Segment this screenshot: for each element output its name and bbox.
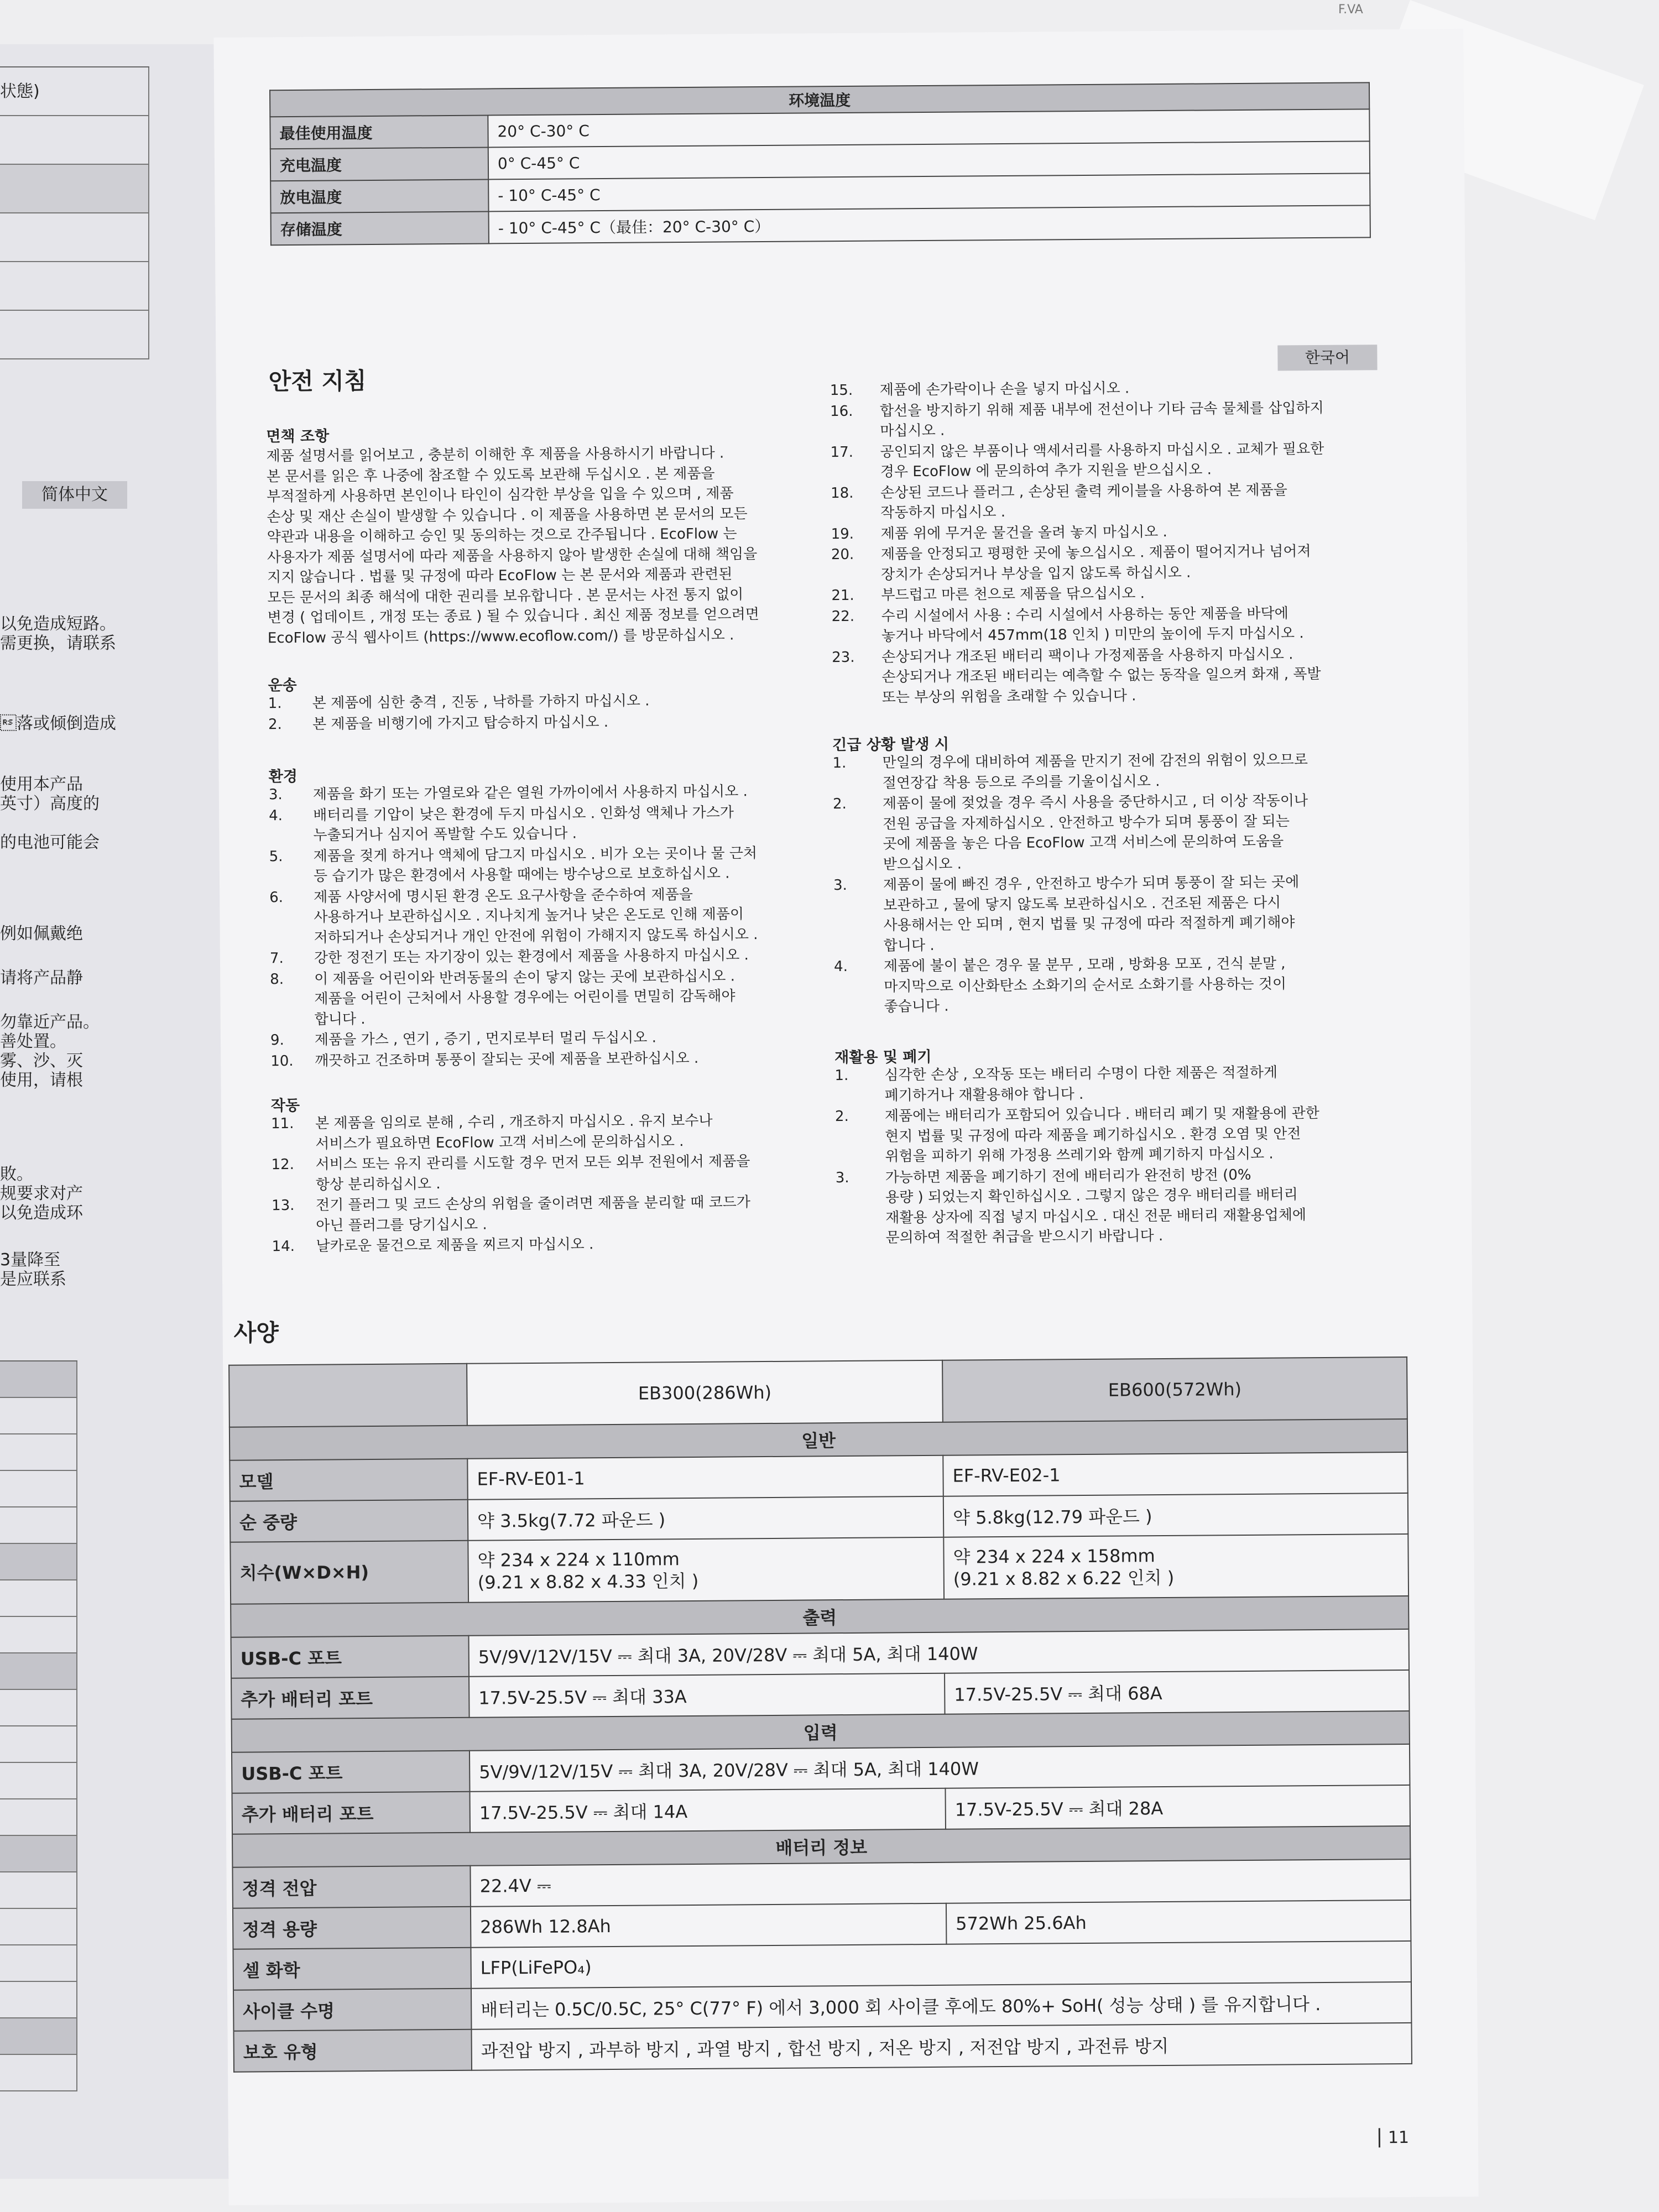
spec-label: USB-C 포트: [231, 1636, 469, 1678]
left-table-row: [0, 311, 149, 359]
list-item-line: 강한 정전기 또는 자기장이 있는 환경에서 제품을 사용하지 마십시오 .: [314, 947, 749, 967]
list-item-line: 현지 법률 및 규정에 따라 제품을 폐기하십시오 . 환경 오염 및 안전: [885, 1125, 1301, 1145]
left-table-row: [0, 2018, 77, 2055]
env-label: 放电温度: [270, 179, 488, 213]
list-item-number: 4.: [269, 807, 283, 824]
left-table-row: [0, 165, 149, 213]
spec-value-eb600: [943, 1534, 1408, 1599]
list-item-line: 제품이 물에 빠진 경우 , 안전하고 방수가 되며 통풍이 잘 되는 곳에: [883, 874, 1300, 894]
list-item-text: [884, 953, 1286, 1017]
list-item-line: 장치가 손상되거나 부상을 입지 않도록 하십시오 .: [881, 564, 1191, 583]
left-table-row: [0, 1653, 77, 1690]
list-item-number: 1.: [268, 695, 282, 712]
list-item-number: 2.: [834, 1108, 849, 1125]
disclaimer-text: [267, 443, 760, 648]
list-item-number: 13.: [271, 1197, 295, 1214]
spec-value-shared: 과전압 방지 , 과부하 방지 , 과열 방지 , 합선 방지 , 저온 방지 , 저전압 방지 , 과전류 방지: [472, 2023, 1412, 2070]
list-item-line: 손상되거나 개조된 배터리 팩이나 가정제품을 사용하지 마십시오 .: [881, 645, 1293, 666]
spec-value-eb600: EF-RV-E02-1: [943, 1452, 1407, 1496]
spec-value-eb300: 17.5V-25.5V ⎓ 최대 14A: [469, 1788, 945, 1833]
spec-label: 순 중량: [230, 1500, 468, 1542]
list-item-number: 4.: [833, 958, 848, 975]
list-item-number: 15.: [830, 382, 853, 399]
spec-label: USB-C 포트: [232, 1751, 470, 1793]
dimension-mm: 약 234 x 224 x 158mm: [953, 1545, 1155, 1568]
list-item-number: 2.: [268, 716, 282, 733]
dimension-inch: (9.21 x 8.82 x 6.22 인치 ): [953, 1567, 1175, 1590]
background-paper-text: F.VA: [1338, 3, 1363, 17]
spec-label: 치수(W×D×H): [230, 1541, 468, 1604]
left-table-row: [0, 1544, 77, 1580]
list-item-line: 보관하고 , 물에 닿지 않도록 보관하십시오 . 건조된 제품은 다시: [883, 894, 1281, 914]
env-value: - 10° C-45° C: [488, 173, 1370, 211]
disclaimer-line: 약관과 내용을 이해하고 승인 및 동의하는 것으로 간주됩니다 . EcoFlow 는: [267, 525, 737, 546]
list-item-number: 22.: [831, 608, 855, 625]
list-item-text: [881, 644, 1321, 707]
disclaimer-line: 사용자가 제품 설명서에 따라 제품을 사용하지 않아 발생한 손실에 대해 책임을: [267, 545, 758, 566]
list-item-line: 누출되거나 심지어 폭발할 수도 있습니다 .: [313, 825, 577, 844]
list-item-text: [883, 791, 1308, 874]
left-table-row: [0, 1945, 77, 1982]
list-item-line: 경우 EcoFlow 에 문의하여 추가 지원을 받으십시오 .: [880, 461, 1212, 481]
list-item-text: [884, 1063, 1277, 1106]
spec-value-eb300: 17.5V-25.5V ⎓ 최대 33A: [469, 1673, 945, 1718]
environment-list: [268, 781, 800, 1070]
list-item-number: 3.: [833, 877, 847, 894]
list-item-text: [880, 398, 1324, 441]
list-item-line: 항상 분리하십시오 .: [315, 1175, 441, 1193]
group-input: 입력: [232, 1711, 1410, 1752]
list-item: [268, 690, 799, 712]
left-page-fragment: 规要求对产: [0, 1184, 83, 1203]
env-value: 20° C-30° C: [488, 109, 1369, 147]
manual-page: [213, 29, 1478, 2205]
left-table-row: [0, 1982, 77, 2018]
list-item-number: 1.: [832, 754, 847, 772]
left-page: [0, 44, 232, 2179]
env-value: 0° C-45° C: [488, 141, 1370, 179]
group-general: 일반: [229, 1419, 1407, 1460]
disclaimer-heading: 면책 조항: [266, 427, 330, 446]
list-item-number: 21.: [831, 587, 854, 604]
left-page-table: [0, 66, 149, 359]
list-item-line: 제품 위에 무거운 물건을 올려 놓지 마십시오 .: [880, 523, 1167, 542]
list-item-line: 등 습기가 많은 환경에서 사용할 때에는 방수낭으로 보호하십시오 .: [313, 865, 730, 885]
left-page-fragment: 善处置。: [0, 1032, 66, 1051]
list-item-line: 마지막으로 이산화탄소 소화기의 순서로 소화기를 사용하는 것이: [884, 975, 1287, 995]
list-item-text: [881, 603, 1304, 646]
operation-list: [270, 1110, 802, 1255]
left-table-text: 状態): [0, 82, 40, 101]
spec-value-eb300: 약 3.5kg(7.72 파운드 ): [468, 1496, 943, 1541]
list-item-number: 7.: [269, 950, 284, 967]
spec-label: 사이클 수명: [233, 1989, 472, 2031]
emergency-heading: 긴급 상황 발생 시: [832, 735, 950, 754]
list-item-line: 본 제품을 임의로 분해 , 수리 , 개조하지 마십시오 . 유지 보수나: [315, 1112, 713, 1132]
list-item-text: [883, 872, 1300, 956]
model-header-eb600: EB600(572Wh): [942, 1357, 1407, 1422]
left-page-fragment: 使用本产品: [0, 775, 83, 794]
list-item-number: 6.: [269, 889, 284, 906]
left-page-fragment: 以免造成环: [0, 1203, 83, 1223]
list-item-number: 3.: [268, 786, 283, 804]
list-item-number: 9.: [270, 1032, 284, 1049]
left-page-fragment: 请将产品静: [0, 968, 83, 988]
list-item-line: 제품이 물에 젖었을 경우 즉시 사용을 중단하시고 , 더 이상 작동이나: [882, 792, 1308, 812]
list-item-number: 5.: [269, 848, 283, 865]
list-item-line: 깨끗하고 건조하며 통풍이 잘되는 곳에 제품을 보관하십시오 .: [315, 1050, 699, 1070]
list-item-line: 합니다 .: [314, 1010, 366, 1028]
list-item-line: 사용하거나 보관하십시오 . 지나치게 높거나 낮은 온도로 인해 제품이: [314, 906, 744, 926]
environment-heading: 환경: [268, 768, 298, 786]
left-table-row: [0, 1434, 77, 1471]
list-item-text: [880, 439, 1324, 482]
list-item-line: 제품을 가스 , 연기 , 증기 , 먼지로부터 멀리 두십시오 .: [314, 1029, 657, 1048]
left-table-row: [0, 1799, 77, 1836]
spec-value-eb300: EF-RV-E01-1: [467, 1455, 943, 1500]
disclaimer-line: 부적절하게 사용하면 본인이나 타인이 심각한 부상을 입을 수 있으며 , 제품: [267, 485, 734, 505]
list-item-number: 12.: [271, 1156, 295, 1173]
list-item-text: [314, 945, 749, 968]
list-item-line: 용량 ) 되었는지 확인하십시오 . 그렇지 않은 경우 배터리를 배터리: [885, 1186, 1298, 1206]
left-table-row: [0, 67, 149, 116]
list-item-line: 전원 공급을 자제하십시오 . 안전하고 방수가 되며 통풍이 잘 되는: [883, 812, 1290, 833]
list-item-line: 폐기하거나 재활용해야 합니다 .: [884, 1086, 1084, 1104]
list-item-text: [881, 541, 1311, 585]
list-item-text: [314, 843, 758, 887]
list-item-line: 마십시오 .: [880, 422, 945, 440]
left-table-row: [0, 1361, 77, 1398]
list-item-line: 제품을 젖게 하거나 액체에 담그지 마십시오 . 비가 오는 곳이나 물 근처: [313, 844, 758, 865]
specs-title: 사양: [233, 1319, 279, 1347]
list-item-line: 문의하여 적절한 취급을 받으시기 바랍니다 .: [885, 1228, 1164, 1246]
list-item-line: 제품을 화기 또는 가열로와 같은 열원 가까이에서 사용하지 마십시오 .: [312, 783, 748, 803]
list-item-text: [312, 712, 608, 734]
list-item-text: [314, 884, 758, 948]
disclaimer-line: 제품 설명서를 읽어보고 , 충분히 이해한 후 제품을 사용하시기 바랍니다 .: [266, 445, 724, 465]
env-label: 充电温度: [270, 147, 488, 181]
list-item-line: 재활용 상자에 직접 넣지 마십시오 . 대신 전문 배터리 재활용업체에: [885, 1206, 1307, 1227]
page-number: 11: [1379, 2128, 1409, 2147]
dimension-inch: (9.21 x 8.82 x 4.33 인치 ): [477, 1570, 699, 1593]
list-item-text: [885, 1103, 1320, 1167]
list-item-line: 받으십시오 .: [883, 855, 962, 873]
list-item-line: 본 제품에 심한 충격 , 진동 , 낙하를 가하지 마십시오 .: [312, 692, 650, 712]
list-item-text: [315, 1048, 698, 1071]
list-item-line: 제품에 손가락이나 손을 넣지 마십시오 .: [879, 380, 1130, 399]
specifications-table: [228, 1357, 1412, 2073]
left-table-row: [0, 1836, 77, 1872]
list-item-line: 아닌 플러그를 당기십시오 .: [316, 1216, 487, 1234]
recycling-heading: 재활용 및 폐기: [834, 1048, 932, 1067]
left-page-fragment: 敗。: [0, 1165, 33, 1184]
spec-corner-cell: [229, 1364, 467, 1427]
list-item-text: [312, 691, 650, 713]
list-item-line: 이 제품을 어린이와 반려동물의 손이 닿지 않는 곳에 보관하십시오 .: [314, 967, 735, 988]
spec-value-eb300: [468, 1537, 944, 1603]
list-item-number: 11.: [270, 1115, 294, 1133]
group-battery: 배터리 정보: [232, 1826, 1410, 1867]
safety-title: 안전 지침: [268, 367, 367, 395]
language-badge-chinese: 简体中文: [22, 481, 127, 509]
env-table-header: 环境温度: [270, 82, 1369, 117]
spec-label: 보호 유형: [234, 2030, 472, 2072]
left-page-fragment: 勿靠近产品。: [0, 1013, 100, 1032]
spec-label: 셀 화학: [233, 1948, 471, 1990]
disclaimer-line: 모든 문서의 최종 해석에 대한 권리를 보유합니다 . 본 문서는 사전 통지 없이: [267, 586, 744, 606]
list-item-line: 서비스가 필요하면 EcoFlow 고객 서비스에 문의하십시오 .: [315, 1133, 684, 1152]
left-page-fragment: 3量降至: [0, 1250, 61, 1270]
env-label: 最佳使用温度: [270, 115, 488, 149]
list-item: [268, 781, 800, 804]
list-item-line: 제품을 어린이 근처에서 사용할 경우에는 어린이를 면밀히 감독해야: [314, 988, 735, 1008]
disclaimer-line: 손상 및 재산 손실이 발생할 수 있습니다 . 이 제품을 사용하면 본 문서의 모든: [267, 505, 748, 525]
spec-label: 정격 용량: [233, 1907, 471, 1949]
env-value: - 10° C-45° C（最佳：20° C-30° C）: [489, 205, 1370, 243]
list-item-line: 심각한 손상 , 오작동 또는 배터리 수명이 다한 제품은 적절하게: [884, 1064, 1278, 1084]
spec-value-shared: 배터리는 0.5C/0.5C, 25° C(77° F) 에서 3,000 회 사이클 후에도 80%+ SoH( 성능 상태 ) 를 유지합니다 .: [471, 1982, 1411, 2030]
list-item-line: 제품에는 배터리가 포함되어 있습니다 . 배터리 폐기 및 재활용에 관한: [884, 1105, 1319, 1125]
list-item-number: 18.: [831, 484, 854, 502]
list-item-number: 1.: [834, 1067, 849, 1084]
list-item-line: 합선을 방지하기 위해 제품 내부에 전선이나 기타 금속 물체를 삽입하지: [879, 399, 1324, 420]
group-output: 출력: [231, 1596, 1408, 1637]
environment-temperature-table: [269, 82, 1371, 246]
left-page-fragment: 雾、沙、灭: [0, 1051, 83, 1071]
list-item-line: 제품에 불이 붙은 경우 물 분무 , 모래 , 방화용 모포 , 건식 분말 ,: [883, 955, 1286, 975]
list-item-text: [881, 521, 1167, 544]
left-page-fragment: 落或倾倒造成: [0, 714, 116, 733]
left-table-row: [0, 1690, 77, 1726]
spec-value-shared: 22.4V ⎓: [470, 1859, 1410, 1907]
list-item-line: 놓거나 바닥에서 457mm(18 인치 ) 미만의 높이에 두지 마십시오 .: [881, 625, 1304, 645]
model-header-eb300: EB300(286Wh): [467, 1360, 943, 1426]
list-item-number: 16.: [830, 403, 853, 420]
left-table-row: [0, 1872, 77, 1909]
spec-label: 정격 전압: [232, 1866, 471, 1908]
left-table-row: [0, 1617, 77, 1653]
left-table-row: [0, 1909, 77, 1945]
list-item: [830, 377, 1383, 399]
list-item-line: 날카로운 물건으로 제품을 찌르지 마십시오 .: [316, 1236, 594, 1255]
left-table-row: [0, 116, 149, 165]
list-item-number: 14.: [272, 1238, 295, 1255]
dimension-mm: 약 234 x 224 x 110mm: [477, 1548, 680, 1571]
left-table-row: [0, 1398, 77, 1434]
table-row: [230, 1534, 1408, 1604]
list-item-line: 좋습니다 .: [884, 998, 949, 1015]
left-table-row: [0, 1507, 77, 1544]
list-item-text: [313, 802, 734, 846]
table-row: [234, 2023, 1412, 2072]
list-item-number: 10.: [270, 1052, 294, 1070]
list-item-line: 수리 시설에서 사용 : 수리 시설에서 사용하는 동안 제품을 바닥에: [881, 604, 1288, 625]
left-table-row: [0, 262, 149, 311]
list-item-line: 배터리를 기압이 낮은 환경에 두지 마십시오 . 인화성 액체나 가스가: [313, 804, 734, 824]
disclaimer-line: 본 문서를 읽은 후 나중에 참조할 수 있도록 보관해 두십시오 . 본 제품을: [266, 465, 715, 485]
spec-value-shared: LFP(LiFePO₄): [471, 1941, 1411, 1989]
spec-label: 추가 배터리 포트: [232, 1792, 471, 1834]
safety-list-continued: [830, 377, 1383, 706]
list-item-text: [880, 378, 1130, 400]
table-row: [229, 1357, 1407, 1427]
list-item-number: 17.: [830, 444, 854, 461]
list-item-text: [315, 1027, 656, 1050]
left-page-fragment: 的电池可能会: [0, 833, 100, 852]
spec-value-eb600: 572Wh 25.6Ah: [946, 1900, 1411, 1944]
list-item-number: 19.: [831, 525, 854, 542]
list-item-line: 제품을 안정되고 평평한 곳에 놓으십시오 . 제품이 떨어지거나 넘어져: [880, 543, 1311, 563]
list-item-text: [881, 583, 1145, 606]
spec-value-eb300: 286Wh 12.8Ah: [471, 1903, 946, 1948]
list-item-text: [882, 750, 1308, 793]
left-table-row: [0, 1471, 77, 1507]
disclaimer-line: 변경 ( 업데이트 , 개정 또는 종료 ) 될 수 있습니다 . 최신 제품 정보를 얻으려면: [267, 606, 759, 627]
list-item-text: [316, 1234, 593, 1256]
list-item-text: [314, 966, 735, 1030]
list-item: [270, 1110, 802, 1152]
left-page-fragment: 是应联系: [0, 1270, 66, 1289]
list-item-line: 절연장갑 착용 등으로 주의를 기울이십시오 .: [882, 773, 1160, 792]
list-item-line: 또는 부상의 위험을 초래할 수 있습니다 .: [881, 687, 1136, 706]
list-item-line: 위험을 피하기 위해 가정용 쓰레기와 함께 폐기하지 마십시오 .: [885, 1145, 1274, 1165]
left-page-fragment: 英寸）高度的: [0, 794, 100, 813]
env-label: 存储温度: [271, 211, 489, 245]
list-item-text: [880, 480, 1287, 523]
list-item-line: 만일의 경우에 대비하여 제품을 만지기 전에 감전의 위험이 있으므로: [882, 752, 1308, 771]
list-item-number: 20.: [831, 546, 854, 564]
transport-list: [268, 690, 799, 733]
list-item-line: 서비스 또는 유지 관리를 시도할 경우 먼저 모든 외부 전원에서 제품을: [315, 1153, 750, 1173]
left-page-fragment: 以免造成短路。: [0, 614, 116, 634]
list-item-line: 공인되지 않은 부품이나 액세서리를 사용하지 마십시오 . 교체가 필요한: [880, 440, 1324, 461]
list-item-number: 3.: [835, 1169, 849, 1186]
list-item-line: 본 제품을 비행기에 가지고 탑승하지 마십시오 .: [312, 713, 609, 733]
left-table-row: [0, 1580, 77, 1617]
spec-value-shared: 5V/9V/12V/15V ⎓ 최대 3A, 20V/28V ⎓ 최대 5A, 최대 140W: [469, 1629, 1409, 1677]
left-page-fragment: 需更换，请联系: [0, 634, 116, 653]
left-table-row: [0, 1763, 77, 1799]
list-item-text: [315, 1111, 713, 1154]
list-item-line: 손상된 코드나 플러그 , 손상된 출력 케이블을 사용하여 본 제품을: [880, 481, 1287, 502]
disclaimer-line: 지지 않습니다 . 법률 및 규정에 따라 EcoFlow 는 본 문서와 제품과 관련된: [267, 566, 733, 586]
left-page-fragment: 例如佩戴绝: [0, 924, 83, 943]
spec-label: 추가 배터리 포트: [231, 1677, 469, 1719]
list-item-line: 곳에 제품을 놓은 다음 EcoFlow 고객 서비스에 문의하여 도움을: [883, 833, 1284, 853]
transport-heading: 운송: [268, 676, 297, 695]
spec-value-eb600: 약 5.8kg(12.79 파운드 ): [943, 1493, 1408, 1537]
left-table-row: [0, 2055, 77, 2091]
list-item-text: [316, 1192, 750, 1235]
list-item-text: [313, 781, 748, 805]
list-item-line: 손상되거나 개조된 배터리는 예측할 수 없는 동작을 일으켜 화재 , 폭발: [881, 665, 1321, 686]
list-item-number: 2.: [832, 795, 847, 813]
list-item-line: 합니다 .: [883, 937, 935, 954]
spec-value-shared: 5V/9V/12V/15V ⎓ 최대 3A, 20V/28V ⎓ 최대 5A, 최대 140W: [469, 1744, 1410, 1792]
list-item-line: 제품 사양서에 명시된 환경 온도 요구사항을 준수하여 제품을: [314, 886, 693, 906]
list-item-number: 23.: [832, 649, 855, 666]
list-item-line: 전기 플러그 및 코드 손상의 위험을 줄이려면 제품을 분리할 때 코드가: [315, 1194, 751, 1214]
list-item-line: 사용해서는 안 되며 , 현지 법률 및 규정에 따라 적절하게 폐기해야: [883, 914, 1295, 934]
left-table-row: [0, 213, 149, 262]
spec-value-eb600: 17.5V-25.5V ⎓ 최대 68A: [945, 1670, 1409, 1714]
spec-value-eb600: 17.5V-25.5V ⎓ 최대 28A: [945, 1785, 1410, 1829]
left-page-fragment: 使用，请根: [0, 1071, 83, 1090]
list-item-text: [885, 1165, 1307, 1248]
list-item-number: 8.: [270, 971, 284, 988]
list-item-line: 작동하지 마십시오 .: [880, 503, 1006, 521]
list-item-text: [315, 1151, 750, 1194]
operation-heading: 작동: [270, 1097, 300, 1115]
left-table-row: [0, 1726, 77, 1763]
spec-label: 모델: [229, 1459, 468, 1501]
list-item-line: 부드럽고 마른 천으로 제품을 닦으십시오 .: [881, 585, 1145, 604]
disclaimer-line: EcoFlow 공식 웹사이트 (https://www.ecoflow.com/) 를 방문하십시오 .: [267, 626, 734, 646]
left-page-table-lower: [0, 1360, 77, 2091]
list-item-line: 저하되거나 손상되거나 개인 안전에 위험이 가해지지 않도록 하십시오 .: [314, 926, 758, 946]
language-badge-korean: 한국어: [1277, 345, 1377, 371]
list-item-line: 가능하면 제품을 폐기하기 전에 배터리가 완전히 방전 (0%: [885, 1166, 1251, 1186]
